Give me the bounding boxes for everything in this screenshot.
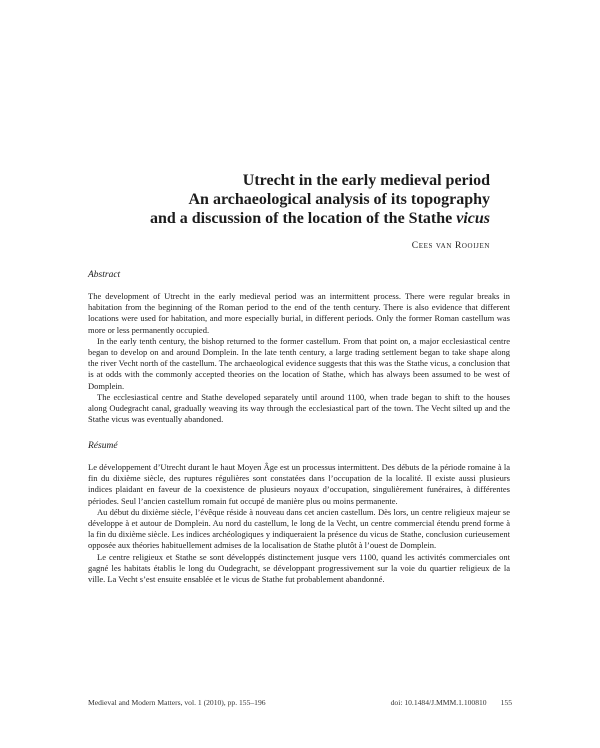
title-line-2: An archaeological analysis of its topography <box>188 191 490 208</box>
resume-paragraph-3: Le centre religieux et Stathe se sont développés distinctement jusque vers 1100, quand les activités commerciales ont gagné les habitats établis le long du Oudegracht, se développant progressivement sur la voie du quartier religieux de la ville. La Vecht s’est ensuite ensablée et le vicus de Stathe fut probablement abandonné. <box>88 551 510 585</box>
resume-paragraph-1: Le développement d’Utrecht durant le haut Moyen Âge est un processus intermittent. Des débuts de la période romaine à la fin du dixième siècle, des ruptures régulières sont constatées dans l’occupation de la localité. Il existe aussi plusieurs indices plaidant en faveur de la coexistence de plusieurs noyaux d’occupation, singulièrement funéraires, à différentes périodes. Seul l’ancien castellum romain fut occupé de manière plus ou moins permanente. <box>88 462 510 506</box>
abstract-section <box>88 270 510 425</box>
abstract-paragraph-2: In the early tenth century, the bishop returned to the former castellum. From that point on, a major ecclesiastical centre began to develop on and around Domplein. In the late tenth century, a large trading settlement began to take shape along the river Vecht north of the castellum. The archaeological evidence suggests that this was the Stathe vicus, a conclusion that is at odds with the commonly accepted theories on the location of Stathe, which has always been assumed to be west of Domplein. <box>88 335 510 391</box>
resume-heading: Résumé <box>88 441 118 451</box>
title-line-3-text: and a discussion of the location of the Stathe <box>149 210 457 227</box>
abstract-heading: Abstract <box>88 270 121 280</box>
doi-text: doi: 10.1484/J.MMM.1.100810 <box>390 698 487 707</box>
title-line-3 <box>70 209 490 228</box>
journal-citation: Medieval and Modern Matters, vol. 1 (2010), pp. 155–196 <box>88 698 266 707</box>
abstract-paragraph-1: The development of Utrecht in the early medieval period was an intermittent process. There were regular breaks in habitation from the beginning of the Roman period to the end of the tenth century. There is also evidence that different locations were used for habitation, and more especially burial, in different periods. Only the former Roman castellum was more or less permanently occupied. <box>88 291 510 335</box>
resume-section <box>88 441 510 585</box>
abstract-paragraph-3: The ecclesiastical centre and Stathe developed separately until around 1100, when trade began to shift to the houses along Oudegracht canal, gradually weaving its way through the ecclesiastical part of the town. The Vecht silted up and the Stathe vicus was eventually abandoned. <box>88 391 510 425</box>
article-title <box>70 171 490 228</box>
footer-right <box>377 698 512 707</box>
title-line-1: Utrecht in the early medieval period <box>242 172 490 189</box>
title-line-3-italic: vicus <box>456 210 490 227</box>
resume-paragraph-2: Au début du dixième siècle, l’évêque réside à nouveau dans cet ancien castellum. Dès lors, un centre religieux majeur se développe à et autour de Domplein. Au nord du castellum, le long de la Vecht, un centre commercial étendu prend forme à la fin du dixième siècle. Les indices archéologiques y indiqueraient la présence du vicus de Stathe, conclusion curieusement opposée aux théories habituellement admises de la localisation de Stathe plutôt à l’ouest de Domplein. <box>88 506 510 551</box>
page-number: 155 <box>500 698 512 707</box>
author-name: Cees van Rooijen <box>411 241 490 251</box>
